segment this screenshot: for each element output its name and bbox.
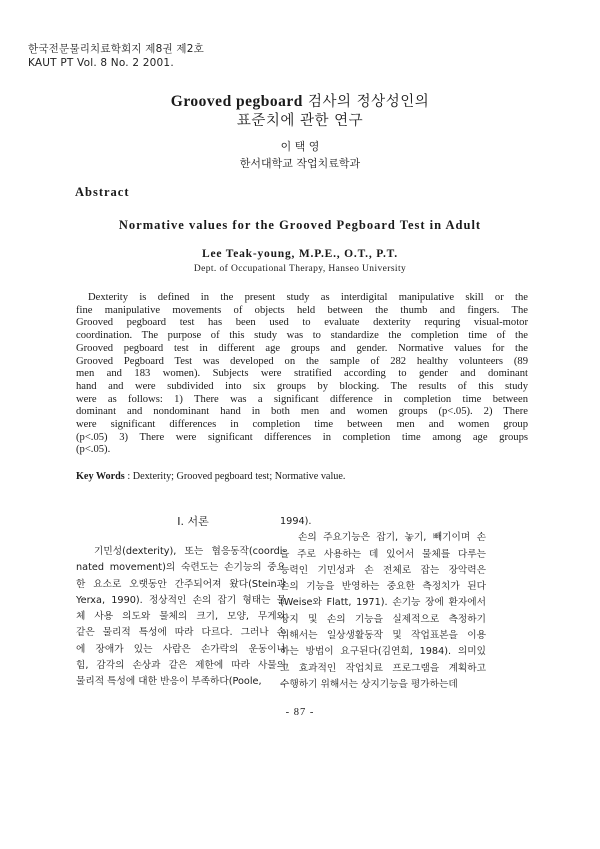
text-line: were as follows: 1) There was a significant difference in completion time between [76,393,528,405]
text-line: Dexterity is defined in the present study as interdigital manipulative skill or the [88,292,528,303]
text-line: 능력인 기민성과 손 전체로 잡는 장악력은 [280,564,486,576]
keywords [76,471,345,482]
text-line: Grooved pegboard test in different age groups and gender. Normative values for the [76,342,528,354]
right-column-text [280,514,486,693]
text-line: were significant differences in completion time between men and women group [76,419,528,431]
text-line: 손의 주요기능은 잡기, 놓기, 빼기이며 손 [298,532,486,544]
text-line: 상지 및 손의 기능을 실제적으로 측정하기 [280,613,486,625]
title-line-1 [0,92,600,112]
text-line: men and 183 women). Subjects were stratified according to gender and dominant [76,368,528,380]
text-line: 물리적 특성에 대한 반응이 부족하다(Poole, [76,676,262,688]
title-line-2: 표준치에 관한 연구 [236,113,364,129]
body-column-right [280,514,486,693]
text-line: (p<.05). [76,444,111,456]
text-line: 하는 방법이 요구된다(김연희, 1984). 의미있 [280,646,486,658]
abstract-body [76,292,528,457]
journal-title-en: KAUT PT Vol. 8 No. 2 2001. [28,57,174,69]
text-line: fine manipulative movements of objects held between the thumb and fingers. The [76,304,528,316]
title-latin: Grooved pegboard [170,93,303,110]
text-line: 1994). [280,516,312,527]
text-line: 기민성(dexterity), 또는 협응동작(coordi- [94,546,286,557]
text-line: 에 장애가 있는 사람은 손가락의 운동이나 [76,643,286,655]
text-line: Yerxa, 1990). 정상적인 손의 잡기 형태는 물 [76,594,286,606]
paper-title [0,92,600,131]
author-affiliation-kr: 한서대학교 작업치료학과 [239,157,361,170]
text-line: 을 주로 사용하는 데 있어서 물체를 다루는 [280,548,486,560]
text-line: 힘, 감각의 손상과 같은 제한에 따라 사물의 [76,660,286,672]
section-heading-introduction: Ⅰ. 서론 [177,515,209,528]
author-name-kr: 이 택 영 [280,140,320,153]
text-line: 위해서는 일상생활동작 및 작업표본을 이용 [280,630,486,642]
text-line: coordination. The purpose of this study was to standardize the completion time of the [76,330,528,342]
author-block-kr [0,138,600,172]
text-line: Grooved Pegboard Test was developed on the sample of 282 healthy volunteers (89 [76,355,528,367]
text-line: dominant and nondominant hand in both men and women groups (p<.05). 2) There [76,406,528,418]
journal-header [28,42,204,70]
text-line: Grooved pegboard test has been used to evaluate dexterity requring visual-motor [76,317,528,329]
text-line: 수행하기 위해서는 상지기능을 평가하는데 [280,678,458,690]
keywords-text: : Dexterity; Grooved pegboard test; Normative value. [124,471,346,482]
author-name-en: Lee Teak-young, M.P.E., O.T., P.T. [202,248,398,260]
author-affiliation-en: Dept. of Occupational Therapy, Hanseo University [193,264,407,274]
abstract-heading: Abstract [75,185,130,199]
title-korean: 검사의 정상성인의 [302,94,430,110]
page-number: - 87 - [285,707,315,718]
body-column-left [76,514,286,691]
text-line: 고 효과적인 작업치료 프로그램을 계획하고 [280,662,486,674]
text-line: hand and were subdivided into six groups by blocking. The results of this study [76,380,528,392]
journal-title-kr: 한국전문물리치료학회지 제8권 제2호 [28,43,204,55]
text-line: (Weise와 Flatt, 1971). 손기능 장에 환자에서 [280,597,486,609]
text-line: 손의 기능을 반영하는 중요한 측정치가 된다 [280,581,486,593]
text-line: 한 요소로 오랫동안 간주되어져 왔다(Stein과 [76,578,286,590]
abstract-title: Normative values for the Grooved Pegboard Test in Adult [118,218,482,232]
text-line: (p<.05) 3) There were significant differences in completion time among age groups [76,431,528,443]
text-line: 같은 물리적 특성에 따라 다르다. 그러나 손 [76,627,286,639]
text-line: nated movement)의 숙련도는 손기능의 중요 [76,562,286,574]
text-line: 체 사용 의도와 물체의 크기, 모양, 무게와 [76,611,286,623]
keywords-label: Key Words [76,471,125,482]
left-column-text [76,544,286,691]
